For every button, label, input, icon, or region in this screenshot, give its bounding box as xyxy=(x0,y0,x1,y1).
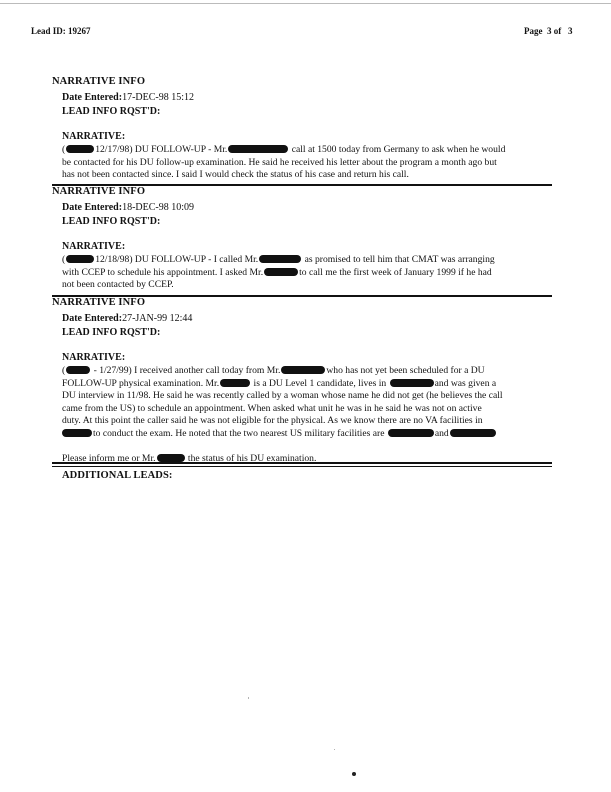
narrative-line: DU interview in 11/98. He said he was recently called by a woman whose name he did not get (he believes the call xyxy=(62,390,503,402)
section-divider xyxy=(52,462,552,464)
narrative-line: has not been contacted since. I said I would check the status of his case and return his call. xyxy=(62,169,409,181)
narrative-line: not been contacted by CCEP. xyxy=(62,279,174,291)
narrative-line: to conduct the exam. He noted that the two nearest US military facilities are and xyxy=(62,428,503,441)
section-2-date xyxy=(62,202,194,213)
section-1-narrative xyxy=(62,144,505,182)
scan-speck xyxy=(248,697,249,699)
section-2-title: NARRATIVE INFO xyxy=(52,186,146,197)
page-number: Page 3 of 3 xyxy=(524,26,573,36)
section-divider xyxy=(52,466,552,467)
narrative-line: ( 12/18/98) DU FOLLOW-UP - I called Mr. as promised to tell him that CMAT was arranging xyxy=(62,254,495,265)
redaction-mark xyxy=(281,366,325,374)
scan-speck xyxy=(334,749,335,750)
top-scan-line xyxy=(0,3,611,4)
narrative-line: be contacted for his DU follow-up examination. He said he received his letter about the program a month ago but xyxy=(62,156,497,168)
redaction-mark xyxy=(157,454,185,462)
narrative-line: ( - 1/27/99) I received another call today from Mr. who has not yet been scheduled for a DU xyxy=(62,365,485,376)
redaction-mark xyxy=(220,379,250,387)
additional-leads-label: ADDITIONAL LEADS: xyxy=(62,470,173,481)
redaction-mark xyxy=(62,429,92,437)
section-2-narrative-label: NARRATIVE: xyxy=(62,241,126,252)
redaction-mark xyxy=(66,145,94,153)
lead-id: Lead ID: 19267 xyxy=(31,26,91,36)
narrative-line: came from the US) to schedule an appointment. When asked what unit he was in he said he was not on active xyxy=(62,402,482,414)
date-entered-value: 17-DEC-98 15:12 xyxy=(122,92,195,103)
narrative-line: with CCEP to schedule his appointment. I asked Mr. to call me the first week of January 1999 if he had xyxy=(62,266,492,278)
date-entered-value: 18-DEC-98 10:09 xyxy=(122,202,195,213)
date-entered-label: Date Entered: xyxy=(62,202,123,213)
section-3-rqst: LEAD INFO RQST'D: xyxy=(62,327,161,338)
redaction-mark xyxy=(228,145,288,153)
section-1-rqst: LEAD INFO RQST'D: xyxy=(62,106,161,117)
redaction-mark xyxy=(66,366,90,374)
redaction-mark xyxy=(264,268,298,276)
section-3-title: NARRATIVE INFO xyxy=(52,297,146,308)
section-1-narrative-label: NARRATIVE: xyxy=(62,131,126,142)
section-2-rqst: LEAD INFO RQST'D: xyxy=(62,216,161,227)
redaction-mark xyxy=(66,255,94,263)
narrative-line: duty. At this point the caller said he was not eligible for the physical. As we know there are no VA facilities in xyxy=(62,415,483,427)
scan-speck xyxy=(352,772,356,776)
narrative-line: FOLLOW-UP physical examination. Mr. is a DU Level 1 candidate, lives in and was given a xyxy=(62,377,497,389)
narrative-line: ( 12/17/98) DU FOLLOW-UP - Mr. call at 1500 today from Germany to ask when he would xyxy=(62,144,506,155)
date-entered-value: 27-JAN-99 12:44 xyxy=(122,313,193,324)
date-entered-label: Date Entered: xyxy=(62,92,123,103)
section-3-date xyxy=(62,313,192,324)
redaction-mark xyxy=(259,255,301,263)
narrative-line-spacer xyxy=(62,441,503,454)
redaction-mark xyxy=(388,429,434,437)
section-3-narrative-label: NARRATIVE: xyxy=(62,352,126,363)
section-2-narrative xyxy=(62,254,495,292)
section-1-title: NARRATIVE INFO xyxy=(52,76,146,87)
date-entered-label: Date Entered: xyxy=(62,313,123,324)
narrative-line: Please inform me or Mr. the status of his DU examination. xyxy=(62,453,317,465)
redaction-mark xyxy=(450,429,496,437)
section-3-narrative xyxy=(62,365,503,466)
section-1-date xyxy=(62,92,194,103)
redaction-mark xyxy=(390,379,434,387)
